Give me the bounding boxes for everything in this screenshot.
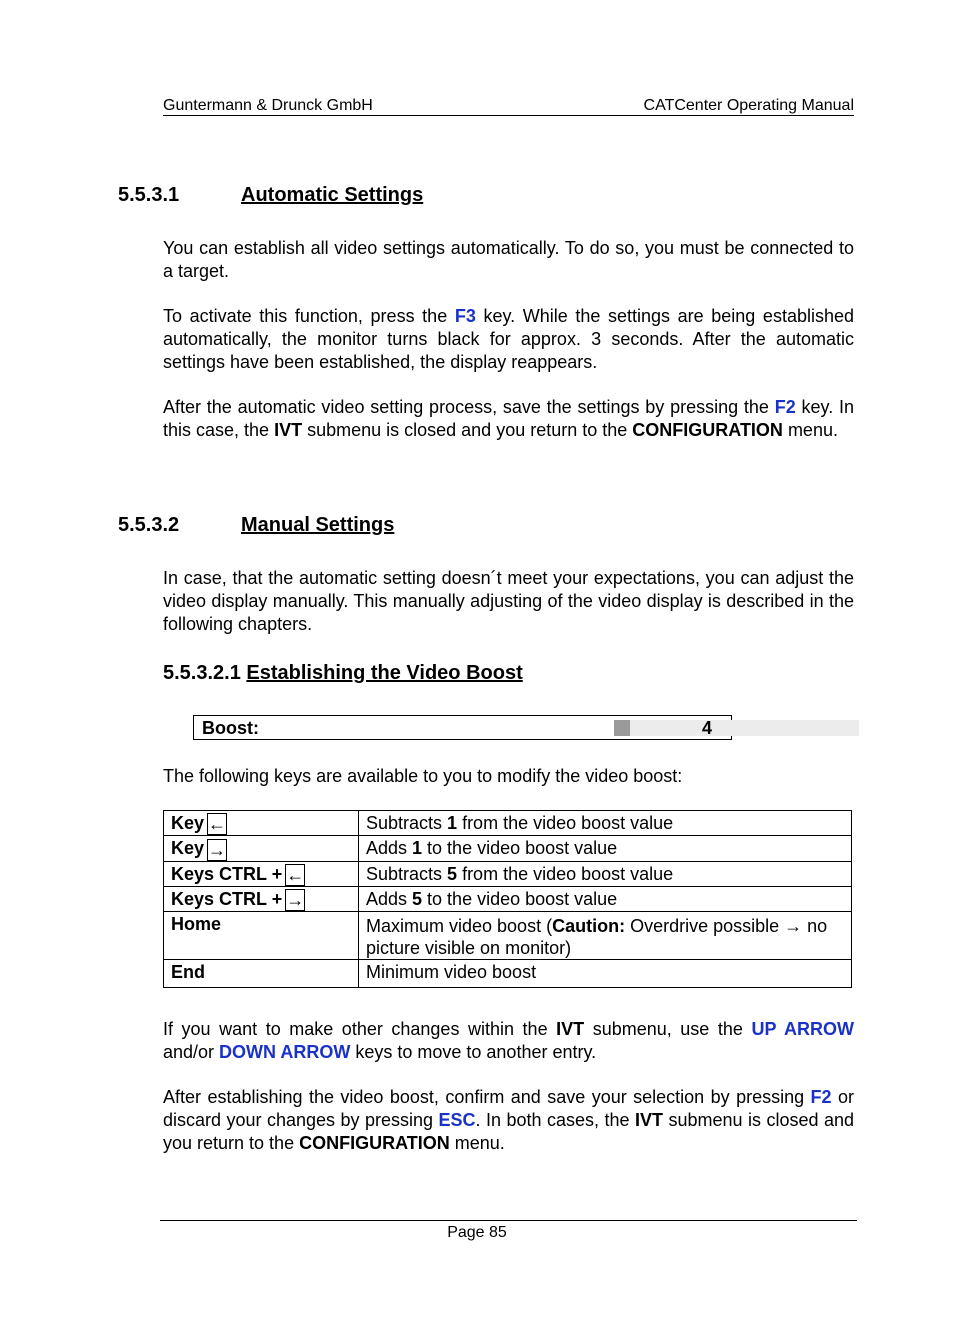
section-title: Automatic Settings [241, 184, 424, 206]
text: Overdrive possible → no picture visible on monitor) [366, 916, 828, 958]
caution-label: Caution: [552, 916, 626, 936]
text: menu. [449, 1132, 505, 1153]
key-cell: End [164, 960, 359, 988]
boost-bar-fill [614, 720, 630, 736]
text: After the automatic video setting process, save the settings by pressing the [163, 397, 775, 417]
boost-value: 4 [701, 718, 712, 738]
paragraph-navigation [163, 1018, 854, 1064]
left-arrow-icon: ← [286, 864, 305, 885]
key-cell: Home [164, 912, 359, 960]
text: Subtracts [366, 813, 448, 833]
paragraph-manual-intro: In case, that the automatic setting doesn´t meet your expectations, you can adjust the video display manually. This manually adjusting of the video display is described in the following chapters. [163, 568, 854, 634]
configuration-term: CONFIGURATION [632, 419, 783, 440]
subsection-title: Establishing the Video Boost [246, 662, 523, 684]
ivt-term: IVT [274, 419, 303, 440]
desc-cell [359, 836, 852, 861]
section-title: Manual Settings [241, 514, 395, 536]
key-label: Keys CTRL + [171, 863, 283, 884]
text: to the video boost value [422, 888, 618, 909]
amount: 5 [412, 888, 423, 909]
text: from the video boost value [457, 813, 674, 833]
key-cell [164, 886, 359, 911]
footer-divider [160, 1220, 857, 1221]
right-arrow-icon: → [286, 890, 305, 910]
subsection-heading-video-boost [163, 662, 523, 685]
amount: 1 [447, 813, 458, 833]
boost-bar-track [614, 720, 859, 736]
text: key. In this case, the [163, 397, 854, 440]
key-down-arrow: DOWN ARROW [219, 1041, 351, 1062]
boost-display [193, 715, 732, 740]
text: Maximum video boost ( [366, 916, 553, 936]
key-label: Key [171, 838, 205, 859]
paragraph-keys-intro: The following keys are available to you to modify the video boost: [163, 766, 683, 786]
ivt-term: IVT [556, 1019, 585, 1039]
key-f2: F2 [810, 1087, 832, 1107]
key-f3: F3 [454, 306, 476, 326]
text: keys to move to another entry. [350, 1041, 597, 1062]
page-number: Page 85 [447, 1224, 507, 1241]
text: submenu is closed and you return to the [302, 419, 633, 440]
text: After establishing the video boost, confirm and save your selection by pressing [163, 1087, 811, 1107]
paragraph-save [163, 396, 854, 442]
paragraph-confirm [163, 1086, 854, 1154]
subsection-number: 5.5.3.2.1 [163, 662, 241, 684]
desc-cell [359, 912, 852, 960]
paragraph-activate [163, 305, 854, 373]
desc-cell [359, 811, 852, 836]
section-heading-manual [118, 514, 395, 537]
boost-label: Boost: [202, 718, 259, 738]
paragraph-auto-intro: You can establish all video settings automatically. To do so, you must be connected to a target. [163, 238, 854, 281]
right-arrow-icon: → [208, 839, 227, 860]
key-cell [164, 861, 359, 886]
key-label: Key [171, 813, 205, 833]
key-f2: F2 [774, 397, 796, 417]
table-row [164, 861, 852, 886]
text: or discard your changes by pressing [163, 1087, 855, 1130]
table-row [164, 960, 852, 988]
desc-cell [359, 886, 852, 911]
text: Adds [366, 838, 413, 859]
text: submenu is closed and you return to the [163, 1109, 854, 1153]
ivt-term: IVT [634, 1109, 663, 1130]
keys-table [163, 810, 852, 988]
key-cell [164, 836, 359, 861]
text: Adds [366, 888, 413, 909]
text: and/or [163, 1041, 220, 1062]
table-row [164, 886, 852, 911]
key-up-arrow: UP ARROW [751, 1019, 854, 1039]
desc-cell: Minimum video boost [359, 960, 852, 988]
key-label: Keys CTRL + [171, 888, 283, 909]
table-row [164, 836, 852, 861]
section-heading-automatic [118, 184, 424, 207]
text: to the video boost value [422, 838, 618, 859]
text: . In both cases, the [475, 1109, 635, 1130]
key-cell [164, 811, 359, 836]
header-divider [163, 115, 854, 116]
text: key. While the settings are being established automatically, the monitor turns black for approx. 3 seconds. After the automatic settings have been established, the display reappears. [163, 306, 854, 372]
text: Subtracts [366, 863, 448, 884]
section-number: 5.5.3.1 [118, 184, 180, 206]
desc-cell [359, 861, 852, 886]
text: To activate this function, press the [163, 306, 455, 326]
text: If you want to make other changes within the [163, 1019, 557, 1039]
section-number: 5.5.3.2 [118, 514, 180, 536]
header-manual-title: CATCenter Operating Manual [643, 97, 854, 114]
text: from the video boost value [457, 863, 674, 884]
table-row [164, 912, 852, 960]
key-esc: ESC [438, 1109, 476, 1130]
text: menu. [782, 419, 838, 440]
amount: 1 [412, 838, 423, 859]
amount: 5 [447, 863, 458, 884]
table-row [164, 811, 852, 836]
configuration-term: CONFIGURATION [299, 1132, 450, 1153]
text: submenu, use the [584, 1019, 752, 1039]
left-arrow-icon: ← [208, 814, 227, 835]
header-company: Guntermann & Drunck GmbH [163, 97, 373, 114]
